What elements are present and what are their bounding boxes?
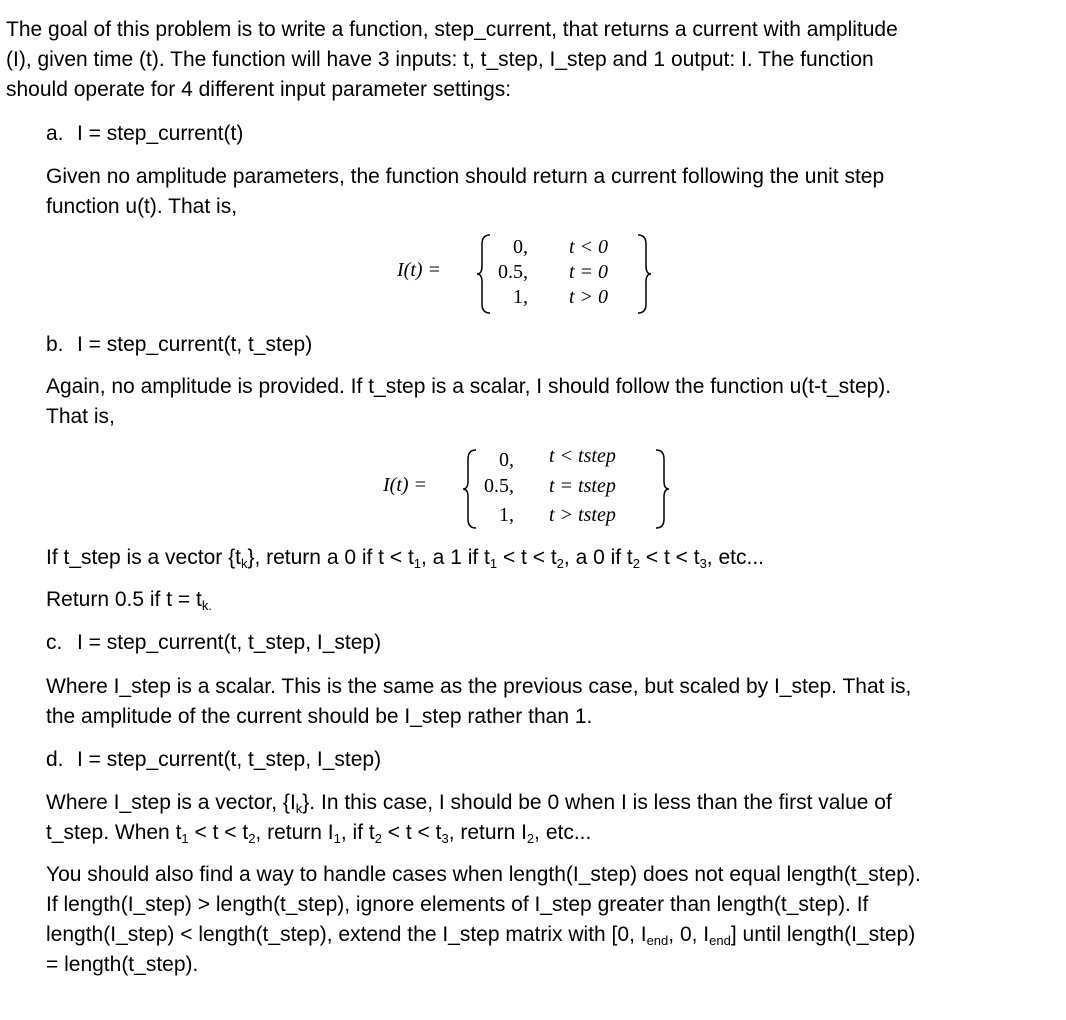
part-d-label: d. bbox=[46, 748, 64, 771]
part-d-line-1: Where I_step is a vector, $\{I_k\}$. In this case, I should be 0 when I is less than the first value of bbox=[46, 791, 892, 816]
part-c-line-1: Where I_step is a scalar. This is the same as the previous case, but scaled by I_step. That is, bbox=[46, 675, 912, 698]
equation-b-value-1: 0, bbox=[499, 449, 514, 471]
equation-b-condition-2: t = tstep bbox=[549, 475, 616, 497]
equation-a-lhs: I(t) = bbox=[397, 259, 442, 281]
equation-a-value-3: 1, bbox=[513, 286, 528, 308]
equation-b-condition-1: t < tstep bbox=[549, 445, 616, 467]
part-d-line-2: t_step. When $t_1 < t < t_2$, return $I_1$, if $t_2 < t < t_3$, return $I_2$, etc... bbox=[46, 821, 592, 846]
part-c-line-2: the amplitude of the current should be I_step rather than 1. bbox=[46, 705, 593, 728]
part-d-call: I = step_current(t, t_step, I_step) bbox=[77, 748, 382, 771]
equation-a-value-2: 0.5, bbox=[498, 261, 528, 283]
part-d-para-line-4: = length(t_step). bbox=[46, 953, 199, 976]
part-a-call: I = step_current(t) bbox=[77, 122, 244, 145]
part-b-line-2: That is, bbox=[46, 405, 115, 428]
part-a-line-1: Given no amplitude parameters, the function should return a current following the unit step bbox=[46, 165, 885, 188]
part-b-return-line: Return 0.5 if $t = t_{k.}$ bbox=[46, 588, 212, 613]
equation-b-value-2: 0.5, bbox=[484, 475, 514, 497]
equation-b-value-3: 1, bbox=[499, 504, 514, 526]
right-brace-icon bbox=[636, 234, 652, 314]
equation-b-lhs: I(t) = bbox=[383, 474, 428, 496]
part-b-line-1: Again, no amplitude is provided. If t_step is a scalar, I should follow the function u(t-t_step). bbox=[46, 375, 892, 398]
part-b-call: I = step_current(t, t_step) bbox=[77, 333, 313, 356]
part-b-label: b. bbox=[46, 333, 64, 356]
part-c-label: c. bbox=[46, 631, 63, 654]
equation-a-condition-1: t < 0 bbox=[569, 236, 609, 258]
right-brace-icon bbox=[654, 449, 670, 529]
part-a-line-2: function u(t). That is, bbox=[46, 195, 238, 218]
equation-b-condition-3: t > tstep bbox=[549, 504, 616, 526]
equation-a-condition-3: t > 0 bbox=[569, 286, 609, 308]
part-b-vector-line: If t_step is a vector $\{t_k\}$, return a 0 if $t < t_1$, a 1 if $t_1 < t < t_2$, a 0 if $t_2 < t < t_3$, etc... bbox=[46, 546, 764, 571]
intro-line-1: The goal of this problem is to write a function, step_current, that returns a current with amplitude bbox=[6, 18, 898, 41]
equation-a-condition-2: t = 0 bbox=[569, 261, 609, 283]
part-d-para-line-1: You should also find a way to handle cases when length(I_step) does not equal length(t_step). bbox=[46, 863, 921, 886]
part-d-para-line-2: If length(I_step) > length(t_step), ignore elements of I_step greater than length(t_step). If bbox=[46, 893, 869, 916]
intro-line-2: (I), given time (t). The function will have 3 inputs: t, t_step, I_step and 1 output: I. The function bbox=[6, 48, 874, 71]
part-d-para-line-3: length(I_step) < length(t_step), extend the I_step matrix with [0, $I_{end}$, 0, $I_{end}$] until length(I_step) bbox=[46, 923, 916, 948]
part-c-call: I = step_current(t, t_step, I_step) bbox=[77, 631, 382, 654]
intro-line-3: should operate for 4 different input parameter settings: bbox=[6, 78, 512, 101]
equation-a-value-1: 0, bbox=[513, 236, 528, 258]
part-a-label: a. bbox=[46, 122, 64, 145]
